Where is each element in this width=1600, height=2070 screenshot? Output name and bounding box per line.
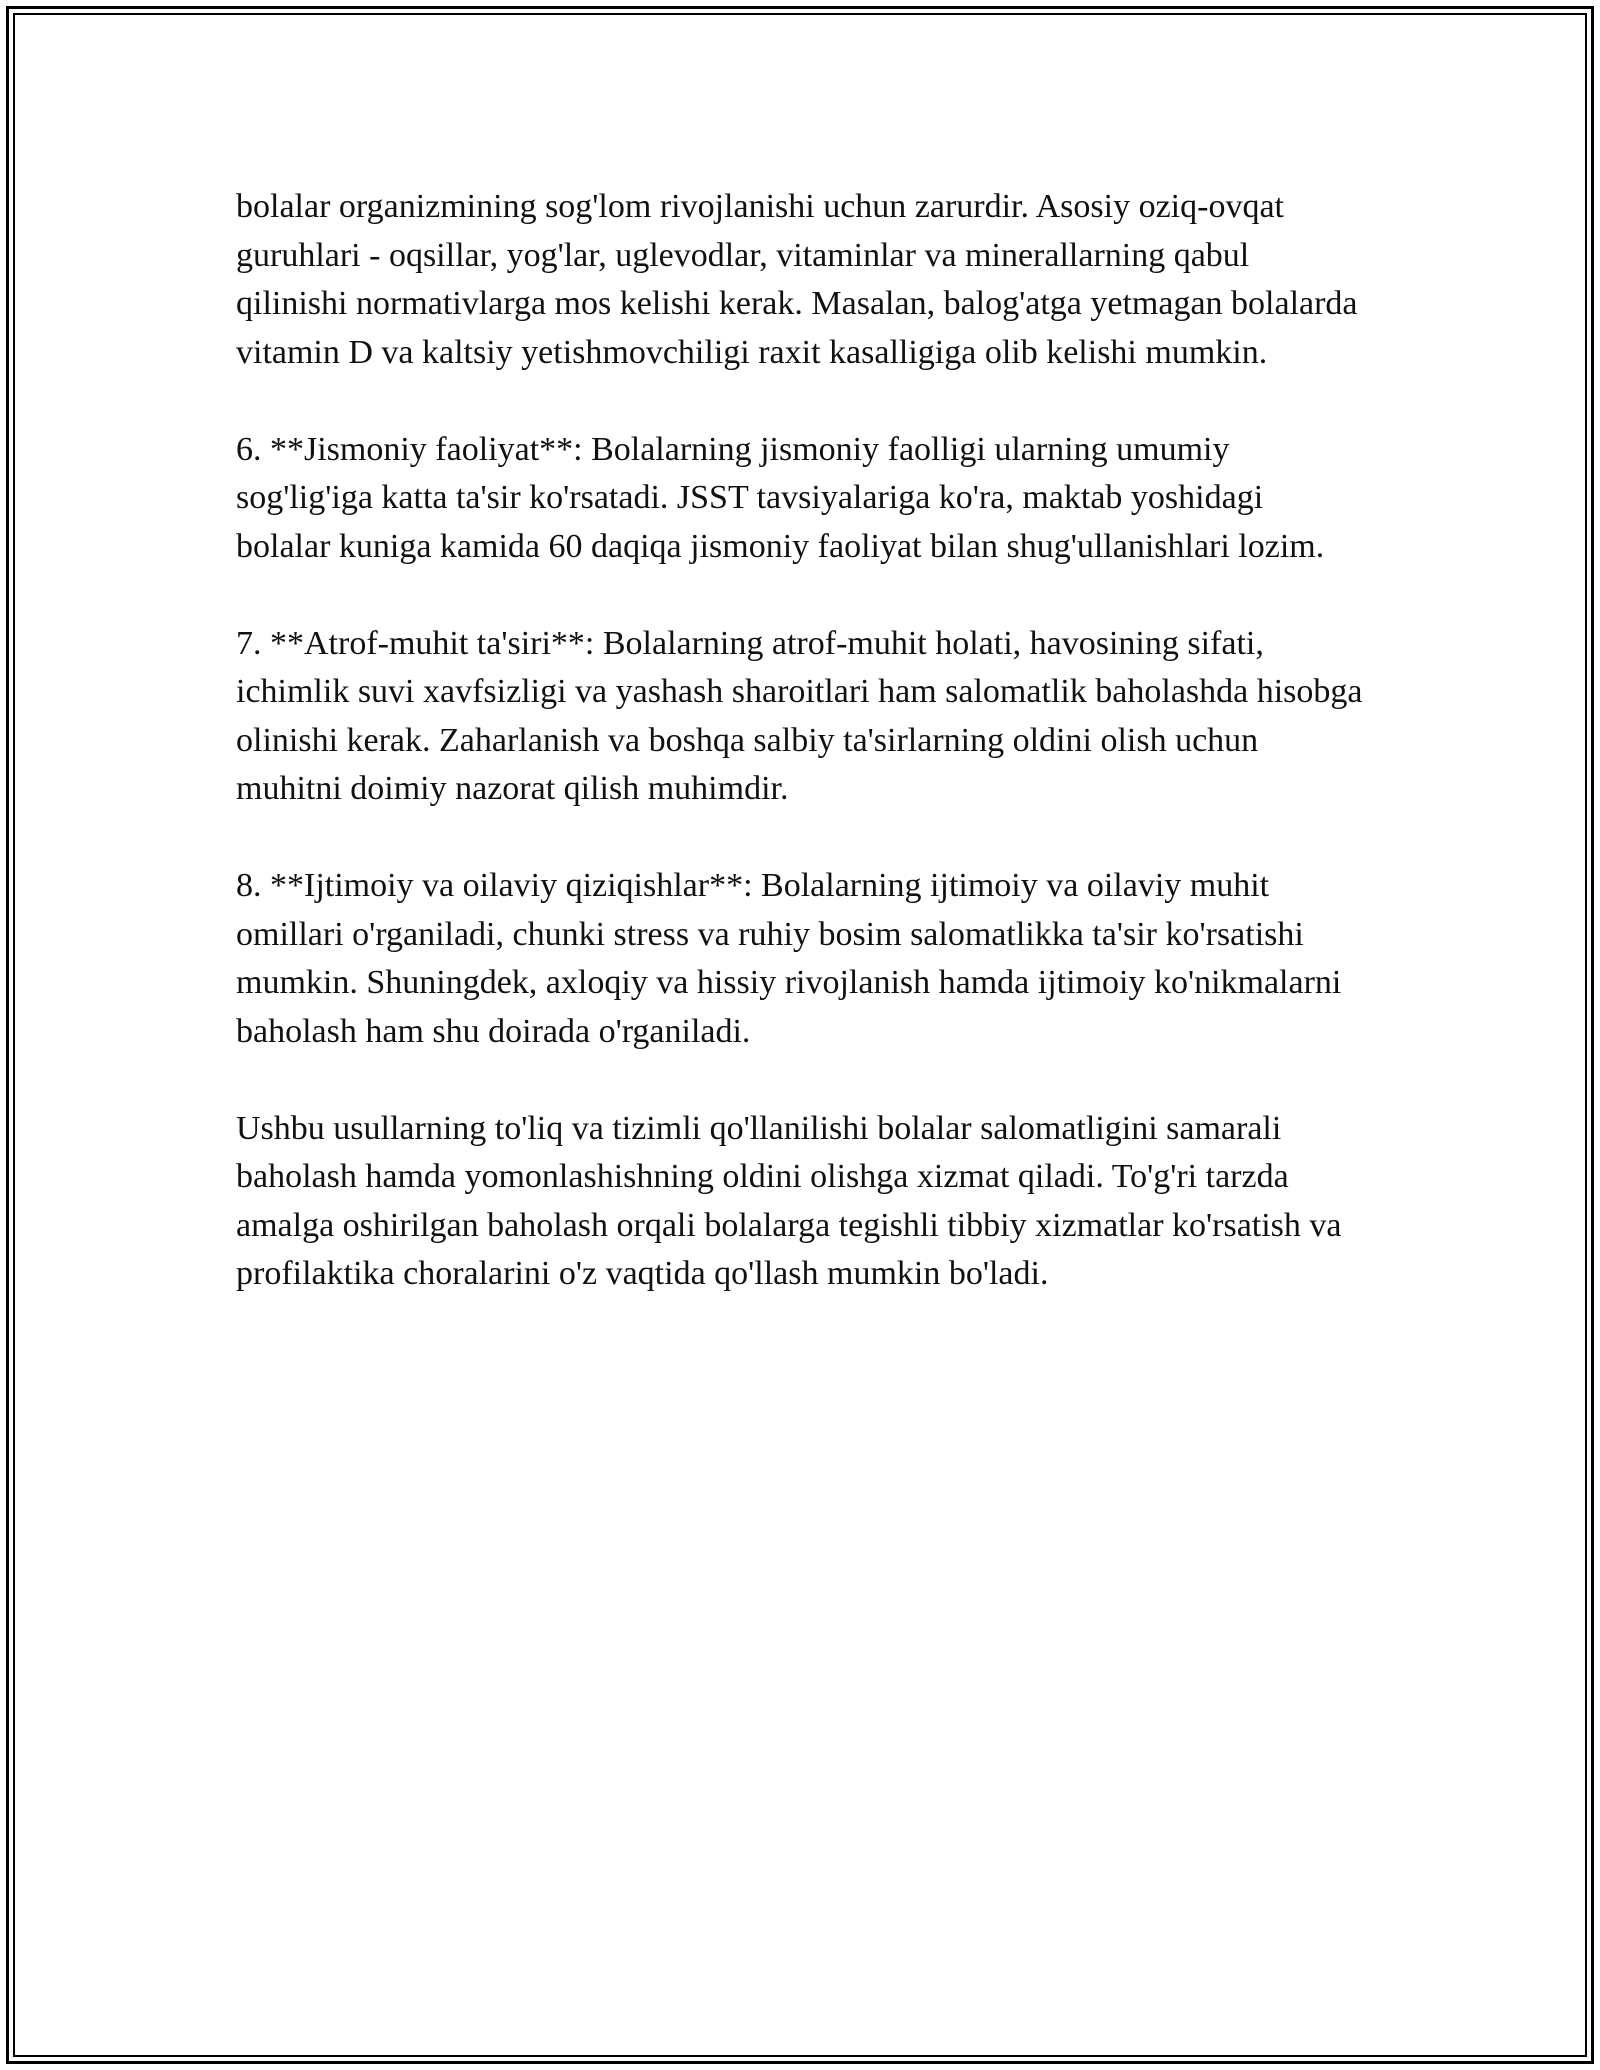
document-body [236, 183, 1366, 1299]
paragraph-physical-activity: 6. **Jismoniy faoliyat**: Bolalarning jismoniy faolligi ularning umumiy sog'lig'iga katta ta'sir ko'rsatadi. JSST tavsiyalariga ko'ra, maktab yoshidagi bolalar kuniga kamida 60 daqiqa jismoniy faoliyat bilan shug'ullanishlari lozim. [236, 430, 1325, 565]
paragraph-environment: 7. **Atrof-muhit ta'siri**: Bolalarning atrof-muhit holati, havosining sifati, ichimlik suvi xavfsizligi va yashash sharoitlari ham salomatlik baholashda hisobga olinishi kerak. Zaharlanish va boshqa salbiy ta'sirlarning oldini olish uchun muhitni doimiy nazorat qilish muhimdir. [236, 624, 1363, 807]
paragraph-conclusion: Ushbu usullarning to'liq va tizimli qo'llanilishi bolalar salomatligini samarali baholash hamda yomonlashishning oldini olishga xizmat qiladi. To'g'ri tarzda amalga oshirilgan baholash orqali bolalarga tegishli tibbiy xizmatlar ko'rsatish va profilaktika choralarini o'z vaqtida qo'llash mumkin bo'ladi. [236, 1109, 1342, 1292]
paragraph-social-family: 8. **Ijtimoiy va oilaviy qiziqishlar**: Bolalarning ijtimoiy va oilaviy muhit omillari o'rganiladi, chunki stress va ruhiy bosim salomatlikka ta'sir ko'rsatishi mumkin. Shuningdek, axloqiy va hissiy rivojlanish hamda ijtimoiy ko'nikmalarni baholash ham shu doirada o'rganiladi. [236, 867, 1342, 1050]
paragraph-nutrition: bolalar organizmining sog'lom rivojlanishi uchun zarurdir. Asosiy oziq-ovqat guruhlari - oqsillar, yog'lar, uglevodlar, vitaminlar va minerallarning qabul qilinishi normativlarga mos kelishi kerak. Masalan, balog'atga yetmagan bolalarda vitamin D va kaltsiy yetishmovchiligi raxit kasalligiga olib kelishi mumkin. [236, 188, 1358, 371]
